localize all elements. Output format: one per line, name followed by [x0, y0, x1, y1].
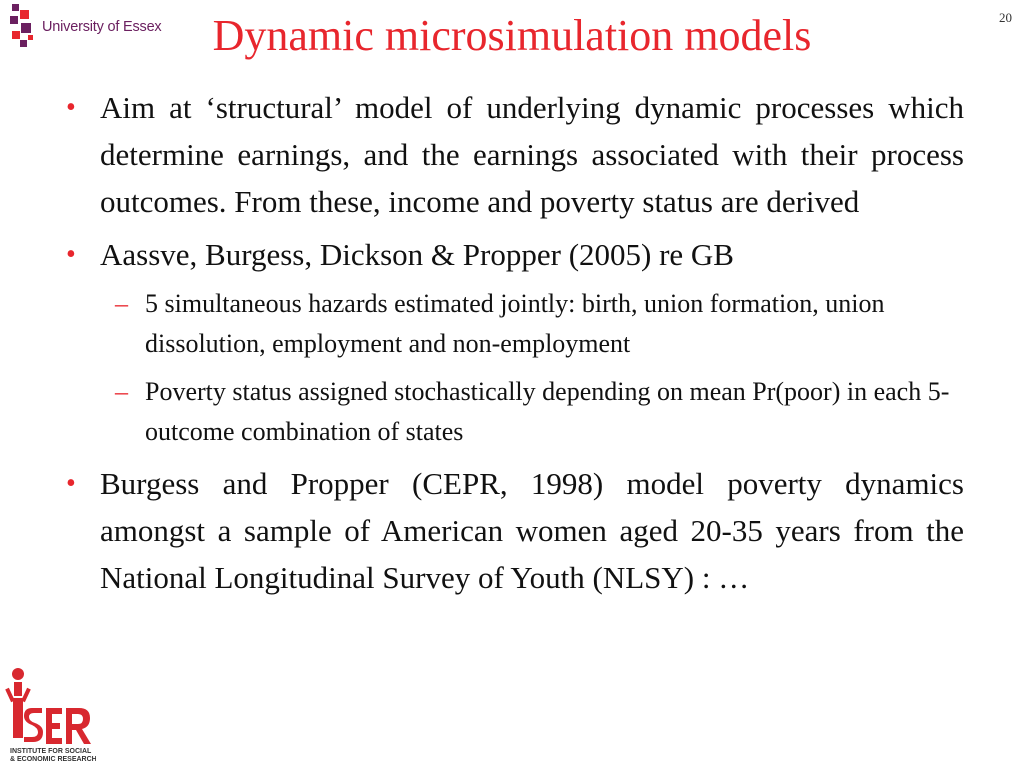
- dash-marker: –: [115, 377, 128, 406]
- bullet-item: [60, 460, 964, 601]
- bullet-text: Aim at ‘structural’ model of underlying dynamic processes which determine earnings, and the earnings associated with their process outcomes. From these, income and poverty status are derived: [100, 90, 964, 219]
- svg-text:INSTITUTE FOR SOCIAL: INSTITUTE FOR SOCIAL: [10, 748, 92, 755]
- sub-bullet-item: [100, 372, 964, 452]
- essex-logo-text: University of Essex: [42, 19, 162, 35]
- bullet-text: Aassve, Burgess, Dickson & Propper (2005) re GB: [100, 237, 734, 272]
- sub-bullet-text: 5 simultaneous hazards estimated jointly: birth, union formation, union dissolution, employment and non-employment: [145, 289, 885, 358]
- slide-content: [60, 84, 964, 601]
- iser-logo-graphic: [4, 664, 96, 764]
- bullet-marker: •: [66, 92, 76, 123]
- svg-text:& ECONOMIC RESEARCH: & ECONOMIC RESEARCH: [10, 756, 96, 763]
- slide-title: Dynamic microsimulation models: [212, 11, 812, 60]
- bullet-marker: •: [66, 468, 76, 499]
- bullet-item: [60, 84, 964, 225]
- sub-bullet-text: Poverty status assigned stochastically depending on mean Pr(poor) in each 5-outcome combination of states: [145, 377, 950, 446]
- iser-logo: [4, 664, 96, 764]
- sub-bullet-item: [100, 284, 964, 364]
- bullet-text: Burgess and Propper (CEPR, 1998) model poverty dynamics amongst a sample of American women aged 20-35 years from the National Longitudinal Survey of Youth (NLSY) : …: [100, 466, 964, 595]
- page-number: 20: [999, 10, 1012, 25]
- bullet-item: [60, 231, 964, 452]
- sub-bullet-list: [100, 284, 964, 452]
- dash-marker: –: [115, 289, 128, 318]
- bullet-marker: •: [66, 239, 76, 270]
